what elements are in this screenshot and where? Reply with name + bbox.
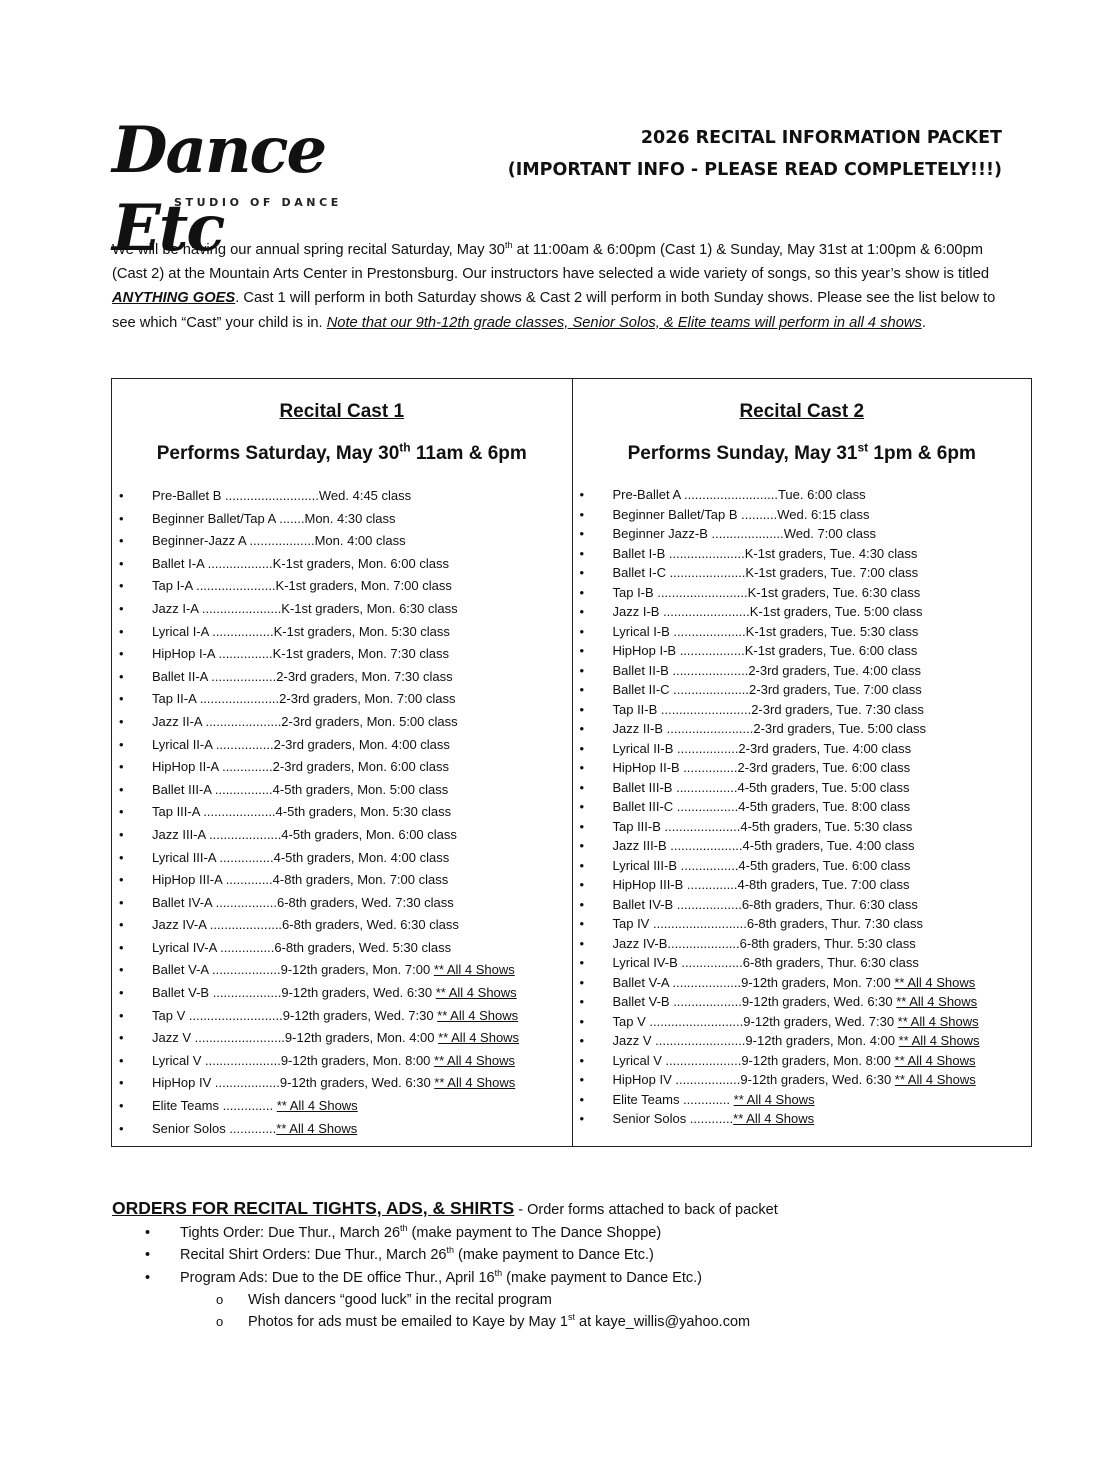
class-schedule-text: Tap II-B .........................2-3rd graders, Tue. 7:30 class [612,701,924,717]
order-item-note: (make payment to Dance Etc.) [502,1269,702,1286]
class-list-item [112,1027,572,1050]
header-title: 2026 RECITAL INFORMATION PACKET [640,128,1002,148]
class-list-item [573,622,1032,642]
order-sub-container [112,1289,1012,1333]
cast-1-schedule-time: 11am & 6pm [410,443,527,464]
class-schedule-text: Tap IV ..........................6-8th graders, Thur. 7:30 class [612,916,923,931]
all-shows-tag: ** All 4 Shows [437,1007,519,1023]
cast-2-schedule-time: 1pm & 6pm [868,443,976,464]
order-item [112,1222,1012,1244]
class-list-item [112,643,572,666]
class-list-item [573,505,1032,525]
show-title: ANYTHING GOES [112,290,236,307]
class-schedule-text: Jazz IV-B....................6-8th graders, Thur. 5:30 class [612,935,916,951]
class-schedule-text: Beginner-Jazz A ..................Mon. 4:00 class [152,533,406,549]
all-shows-tag: ** All 4 Shows [435,985,517,1001]
intro-sup: th [504,240,513,251]
class-list-item [573,524,1032,544]
class-list-item [573,739,1032,759]
class-schedule-text: Ballet II-A ..................2-3rd graders, Mon. 7:30 class [152,668,453,684]
class-list-item [112,982,572,1005]
order-item-sup: th [494,1267,503,1278]
all-shows-tag: ** All 4 Shows [898,1033,980,1048]
class-list-item [112,756,572,779]
class-schedule-text: HipHop II-A ..............2-3rd graders, Mon. 6:00 class [152,759,449,775]
all-shows-tag: ** All 4 Shows [276,1098,358,1114]
all-shows-tag: ** All 4 Shows [433,962,515,978]
class-schedule-text: Jazz V .........................9-12th graders, Mon. 4:00 [152,1030,439,1046]
class-list-item [573,914,1032,934]
class-list-item [573,758,1032,778]
order-item [112,1267,1012,1289]
class-schedule-text: Lyrical V .....................9-12th graders, Mon. 8:00 [152,1052,435,1068]
class-list-item [112,1072,572,1095]
order-item-note: (make payment to The Dance Shoppe) [407,1225,662,1241]
cast-2-schedule [573,440,1032,465]
class-list-item [573,895,1032,915]
cast-1-column [112,379,572,1146]
cast-2-schedule-text: Performs Sunday, May 31 [627,443,858,464]
class-list-item [112,1118,572,1141]
class-list-item [112,508,572,531]
class-schedule-text: HipHop I-B ..................K-1st graders, Tue. 6:00 class [612,643,918,658]
class-list-item [573,602,1032,622]
class-schedule-text: Jazz III-A ....................4-5th graders, Mon. 6:00 class [152,826,457,842]
order-item-text: Tights Order: Due Thur., March 26 [180,1225,401,1241]
class-list-item [112,824,572,847]
class-list-item [112,801,572,824]
intro-text-4: . [921,314,926,331]
class-list-item [573,1109,1032,1129]
class-schedule-text: Tap V ..........................9-12th graders, Wed. 7:30 [152,1007,438,1023]
cast-table [111,378,1032,1147]
class-schedule-text: Ballet V-B ...................9-12th graders, Wed. 6:30 [612,994,897,1009]
class-list-item [573,563,1032,583]
class-list-item [112,892,572,915]
class-schedule-text: Elite Teams ............. [612,1091,734,1107]
class-list-item [112,621,572,644]
all-shows-tag: ** All 4 Shows [894,1072,976,1087]
class-schedule-text: Tap I-B .........................K-1st graders, Tue. 6:30 class [612,584,921,600]
class-schedule-text: Tap I-A ......................K-1st graders, Mon. 7:00 class [152,578,452,594]
class-list-item [573,641,1032,661]
order-item-text: Program Ads: Due to the DE office Thur., April 16 [180,1269,495,1286]
order-sub-text: Photos for ads must be emailed to Kaye by May 1 [248,1313,568,1330]
orders-section [112,1196,1012,1333]
class-schedule-text: Ballet I-C .....................K-1st graders, Tue. 7:00 class [612,565,919,580]
class-schedule-text: Tap V ..........................9-12th graders, Wed. 7:30 [612,1013,898,1029]
class-list-item [573,1012,1032,1032]
class-list-item [112,598,572,621]
all-shows-tag: ** All 4 Shows [434,1052,515,1068]
all-shows-tag: ** All 4 Shows [894,1052,976,1068]
class-schedule-text: Senior Solos ............. [152,1120,277,1136]
class-schedule-text: HipHop IV ..................9-12th graders, Wed. 6:30 [152,1075,435,1091]
order-item-sup: th [446,1245,454,1256]
intro-text-1: We will be having our annual spring recital Saturday, May 30 [112,242,505,258]
order-sub-sup: st [567,1312,575,1323]
class-schedule-text: Ballet V-A ...................9-12th graders, Mon. 7:00 [612,974,895,990]
class-list-item [112,688,572,711]
class-schedule-text: Lyrical II-B .................2-3rd graders, Tue. 4:00 class [612,740,912,756]
all-shows-tag: ** All 4 Shows [897,1013,979,1029]
cast-1-schedule [112,440,572,465]
class-schedule-text: Ballet II-B .....................2-3rd graders, Tue. 4:00 class [612,662,922,678]
class-schedule-text: Lyrical II-A ................2-3rd graders, Mon. 4:00 class [152,736,450,752]
class-schedule-text: Lyrical IV-A ...............6-8th graders, Wed. 5:30 class [152,939,452,955]
cast-1-schedule-sup: th [399,440,411,455]
class-schedule-text: Senior Solos ............ [612,1111,734,1126]
class-schedule-text: Beginner Ballet/Tap B ..........Wed. 6:15 class [612,506,870,522]
class-schedule-text: Ballet V-B ...................9-12th graders, Wed. 6:30 [152,985,436,1001]
class-list-item [112,530,572,553]
class-list-item [112,575,572,598]
logo-script: Dance Etc [112,113,326,266]
all-shows-tag: ** All 4 Shows [896,994,978,1009]
cast-2-schedule-sup: st [857,440,869,455]
class-list-item [573,583,1032,603]
class-list-item [573,700,1032,720]
class-schedule-text: Ballet III-C .................4-5th graders, Tue. 8:00 class [612,799,911,814]
class-schedule-text: HipHop I-A ...............K-1st graders, Mon. 7:30 class [152,646,449,662]
class-schedule-text: Tap III-B .....................4-5th graders, Tue. 5:30 class [612,818,913,834]
class-list-item [112,485,572,508]
class-list-item [112,959,572,982]
class-list-item [573,817,1032,837]
class-schedule-text: Lyrical I-A .................K-1st graders, Mon. 5:30 class [152,623,450,639]
class-list-item [573,992,1032,1012]
class-list-item [112,914,572,937]
all-shows-tag: ** All 4 Shows [894,974,976,990]
all-shows-tag: ** All 4 Shows [733,1111,815,1126]
class-list-item [112,869,572,892]
class-schedule-text: Ballet III-B .................4-5th graders, Tue. 5:00 class [612,779,910,795]
class-list-item [112,734,572,757]
intro-text-3: . Cast 1 will perform in both Saturday shows & Cast 2 will perform in both Sunday shows. Please see the list below to see which “Cast” your child is in. [112,290,996,331]
all-shows-tag: ** All 4 Shows [438,1030,520,1046]
class-schedule-text: Ballet V-A ...................9-12th graders, Mon. 7:00 [152,962,434,978]
class-list-item [573,485,1032,505]
cast-1-schedule-text: Performs Saturday, May 30 [156,443,400,464]
class-list-item [573,856,1032,876]
class-schedule-text: Jazz III-B ....................4-5th graders, Tue. 4:00 class [612,838,915,853]
class-list-item [573,719,1032,739]
class-schedule-text: Jazz I-B ........................K-1st graders, Tue. 5:00 class [612,604,923,619]
class-list-item [573,680,1032,700]
class-list-item [112,666,572,689]
class-list-item [112,553,572,576]
order-sub-text: Wish dancers “good luck” in the recital program [248,1291,552,1308]
class-list-item [573,1031,1032,1051]
class-schedule-text: Ballet I-B .....................K-1st graders, Tue. 4:30 class [612,545,918,561]
class-list-item [573,778,1032,798]
cast-2-class-list [573,485,1032,1129]
class-list-item [112,1050,572,1073]
header-subtitle: (IMPORTANT INFO - PLEASE READ COMPLETELY!!!) [507,160,1002,180]
class-schedule-text: Tap II-A ......................2-3rd graders, Mon. 7:00 class [152,691,456,707]
order-item-sup: th [400,1223,408,1234]
order-sub-list [112,1289,1012,1333]
order-sub-email: at kaye_willis@yahoo.com [575,1313,751,1330]
class-list-item [573,1070,1032,1090]
order-sub-item [112,1311,1012,1333]
class-schedule-text: Pre-Ballet B ..........................Wed. 4:45 class [152,488,412,503]
class-schedule-text: HipHop III-B ..............4-8th graders, Tue. 7:00 class [612,877,910,892]
class-schedule-text: Tap III-A ....................4-5th graders, Mon. 5:30 class [152,804,452,820]
cast-1-class-list [112,485,572,1140]
class-list-item [573,973,1032,993]
class-schedule-text: Beginner Ballet/Tap A .......Mon. 4:30 class [152,510,396,526]
class-schedule-text: Jazz V .........................9-12th graders, Mon. 4:00 [612,1033,899,1048]
class-schedule-text: Jazz II-A .....................2-3rd graders, Mon. 5:00 class [152,713,458,729]
logo-subtitle: STUDIO OF DANCE [174,196,342,209]
all-shows-tag: ** All 4 Shows [434,1075,516,1091]
intro-text-2: at 11:00am & 6:00pm (Cast 1) & Sunday, May 31st at 1:00pm & 6:00pm (Cast 2) at the Mountain Arts Center in Prestonsburg. Our instructors have selected a wide variety of songs, so this year’s show is titled [112,242,990,283]
class-list-item [573,836,1032,856]
orders-subtitle: - Order forms attached to back of packet [514,1202,778,1218]
all-shows-tag: ** All 4 Shows [733,1091,815,1107]
orders-list [112,1222,1012,1333]
class-schedule-text: Lyrical III-B ................4-5th graders, Tue. 6:00 class [612,857,911,873]
class-schedule-text: Elite Teams .............. [152,1098,277,1114]
class-list-item [573,1051,1032,1071]
class-schedule-text: Pre-Ballet A ..........................Tue. 6:00 class [612,487,866,502]
class-schedule-text: Ballet IV-A .................6-8th graders, Wed. 7:30 class [152,894,454,910]
class-schedule-text: Jazz I-A ......................K-1st graders, Mon. 6:30 class [152,600,458,616]
class-schedule-text: Ballet III-A ................4-5th graders, Mon. 5:00 class [152,781,449,797]
class-list-item [573,544,1032,564]
intro-paragraph [112,238,1002,335]
class-schedule-text: Lyrical V .....................9-12th graders, Mon. 8:00 [612,1052,895,1068]
class-list-item [112,1095,572,1118]
orders-heading [112,1196,1012,1222]
class-schedule-text: HipHop II-B ...............2-3rd graders, Tue. 6:00 class [612,760,911,775]
class-schedule-text: Jazz II-B ........................2-3rd graders, Tue. 5:00 class [612,721,927,736]
document-header [508,122,1002,186]
class-schedule-text: Ballet I-A ..................K-1st graders, Mon. 6:00 class [152,555,449,571]
intro-note: Note that our 9th-12th grade classes, Senior Solos, & Elite teams will perform in all 4 shows [326,314,922,331]
order-item-note: (make payment to Dance Etc.) [454,1247,654,1264]
class-schedule-text: Lyrical I-B ....................K-1st graders, Tue. 5:30 class [612,623,919,639]
cast-2-title: Recital Cast 2 [739,401,865,422]
class-schedule-text: Lyrical IV-B .................6-8th graders, Thur. 6:30 class [612,955,919,970]
class-list-item [573,797,1032,817]
order-item [112,1244,1012,1266]
class-schedule-text: Ballet II-C .....................2-3rd graders, Tue. 7:00 class [612,682,922,697]
class-list-item [112,711,572,734]
order-sub-item [112,1289,1012,1311]
class-list-item [112,1005,572,1028]
cast-2-column [572,379,1032,1146]
class-schedule-text: HipHop IV ..................9-12th graders, Wed. 6:30 [612,1072,895,1087]
class-list-item [573,934,1032,954]
class-list-item [573,661,1032,681]
class-list-item [112,937,572,960]
class-schedule-text: Jazz IV-A ....................6-8th graders, Wed. 6:30 class [152,917,459,933]
class-schedule-text: Lyrical III-A ...............4-5th graders, Mon. 4:00 class [152,849,450,865]
all-shows-tag: ** All 4 Shows [276,1120,358,1136]
order-item-text: Recital Shirt Orders: Due Thur., March 26 [180,1247,447,1264]
orders-title: ORDERS FOR RECITAL TIGHTS, ADS, & SHIRTS [112,1198,515,1218]
class-list-item [573,1090,1032,1110]
class-list-item [573,953,1032,973]
class-schedule-text: HipHop III-A .............4-8th graders, Mon. 7:00 class [152,872,449,888]
class-schedule-text: Ballet IV-B ..................6-8th graders, Thur. 6:30 class [612,896,918,912]
class-list-item [112,779,572,802]
class-list-item [573,875,1032,895]
cast-1-title: Recital Cast 1 [279,401,405,422]
class-list-item [112,847,572,870]
class-schedule-text: Beginner Jazz-B ....................Wed. 7:00 class [612,526,876,541]
